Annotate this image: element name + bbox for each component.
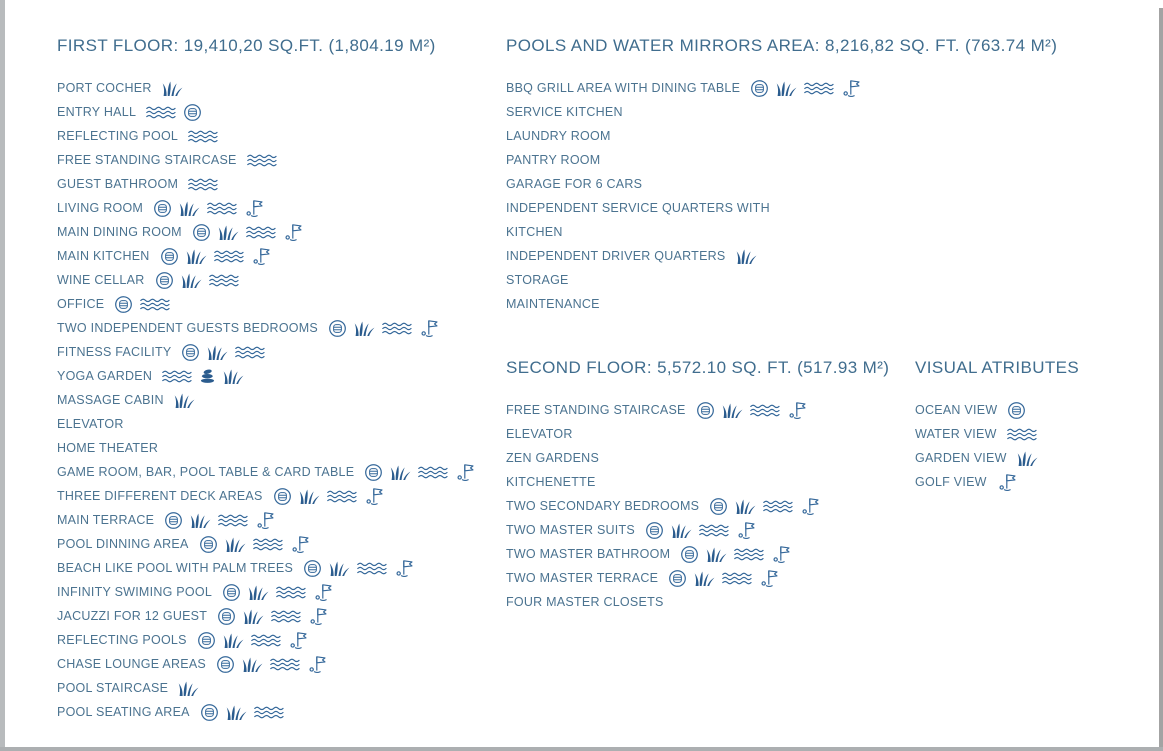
list-item <box>57 700 502 724</box>
garden-view-icon <box>218 225 239 240</box>
water-view-icon <box>271 610 301 623</box>
ocean-view-icon <box>153 199 172 218</box>
water-view-icon <box>699 524 729 537</box>
golf-view-icon <box>455 463 475 482</box>
item-label: GUEST BATHROOM <box>57 177 179 191</box>
second-floor-list <box>506 398 926 614</box>
garden-view-icon <box>390 465 411 480</box>
garden-view-icon <box>329 561 350 576</box>
ocean-view-icon <box>183 103 202 122</box>
garden-view-icon <box>776 81 797 96</box>
golf-view-icon <box>288 631 308 650</box>
garden-view-icon <box>181 273 202 288</box>
item-label: SERVICE KITCHEN <box>506 105 623 119</box>
item-label: PORT COCHER <box>57 81 152 95</box>
item-label: LIVING ROOM <box>57 201 144 215</box>
water-view-icon <box>188 178 218 191</box>
item-label: TWO SECONDARY BEDROOMS <box>506 499 700 513</box>
ocean-view-icon <box>164 511 183 530</box>
visual-attributes-title: VISUAL ATRIBUTES <box>915 358 1080 377</box>
item-label: TWO MASTER TERRACE <box>506 571 659 585</box>
zen-stones-icon <box>199 369 216 383</box>
list-item <box>57 580 502 604</box>
ocean-view-icon <box>199 535 218 554</box>
item-label: BBQ GRILL AREA WITH DINING TABLE <box>506 81 741 95</box>
list-item <box>506 494 926 518</box>
list-item <box>57 340 502 364</box>
water-view-icon <box>162 370 192 383</box>
item-label: INDEPENDENT DRIVER QUARTERS <box>506 249 726 263</box>
ocean-view-icon <box>709 497 728 516</box>
item-label: OFFICE <box>57 297 105 311</box>
list-item <box>506 446 926 470</box>
ocean-view-icon <box>114 295 133 314</box>
item-label: HOME THEATER <box>57 441 159 455</box>
ocean-view-icon <box>160 247 179 266</box>
list-item <box>57 460 502 484</box>
item-label: INFINITY SWIMING POOL <box>57 585 213 599</box>
list-item <box>506 542 926 566</box>
list-item <box>57 628 502 652</box>
item-label: FREE STANDING STAIRCASE <box>57 153 237 167</box>
ocean-view-icon <box>222 583 241 602</box>
pools-area-title: POOLS AND WATER MIRRORS AREA: 8,216,82 SQ. FT. (763.74 M²) <box>506 36 1058 55</box>
water-view-icon <box>270 658 300 671</box>
ocean-view-icon <box>645 521 664 540</box>
water-view-icon <box>1007 428 1037 441</box>
garden-view-icon <box>735 499 756 514</box>
list-item <box>57 532 502 556</box>
garden-view-icon <box>207 345 228 360</box>
ocean-view-icon <box>696 401 715 420</box>
ocean-view-icon <box>680 545 699 564</box>
ocean-view-icon <box>328 319 347 338</box>
garden-view-icon <box>225 537 246 552</box>
ocean-view-icon <box>197 631 216 650</box>
list-item <box>506 172 926 196</box>
golf-view-icon <box>759 569 779 588</box>
garden-view-icon <box>299 489 320 504</box>
golf-view-icon <box>787 401 807 420</box>
list-item <box>506 292 926 316</box>
item-label: MASSAGE CABIN <box>57 393 164 407</box>
item-label: TWO MASTER SUITS <box>506 523 635 537</box>
page-edge-bottom <box>0 747 1163 751</box>
golf-view-icon <box>307 655 327 674</box>
item-label: STORAGE <box>506 273 569 287</box>
golf-view-icon <box>736 521 756 540</box>
list-item <box>57 556 502 580</box>
water-view-icon <box>327 490 357 503</box>
water-view-icon <box>246 226 276 239</box>
water-view-icon <box>247 154 277 167</box>
water-view-icon <box>750 404 780 417</box>
garden-view-icon <box>671 523 692 538</box>
item-label: POOL STAIRCASE <box>57 681 169 695</box>
list-item <box>57 244 502 268</box>
first-floor-list <box>57 76 502 724</box>
water-view-icon <box>207 202 237 215</box>
item-label: TWO INDEPENDENT GUESTS BEDROOMS <box>57 321 319 335</box>
list-item <box>506 196 926 220</box>
golf-view-icon <box>364 487 384 506</box>
water-view-icon <box>357 562 387 575</box>
item-label: OCEAN VIEW <box>915 403 998 417</box>
garden-view-icon <box>736 249 757 264</box>
list-item <box>506 470 926 494</box>
garden-view-icon <box>248 585 269 600</box>
list-item <box>915 470 1155 494</box>
item-label: KITCHENETTE <box>506 475 596 489</box>
list-item <box>506 100 926 124</box>
list-item <box>506 398 926 422</box>
second-floor-title: SECOND FLOOR: 5,572.10 SQ. FT. (517.93 M²) <box>506 358 890 377</box>
ocean-view-icon <box>1007 401 1026 420</box>
item-label: ZEN GARDENS <box>506 451 600 465</box>
garden-view-icon <box>242 657 263 672</box>
item-label: FITNESS FACILITY <box>57 345 172 359</box>
list-item <box>57 316 502 340</box>
golf-view-icon <box>283 223 303 242</box>
list-item <box>57 100 502 124</box>
garden-view-icon <box>1017 451 1038 466</box>
list-item <box>57 604 502 628</box>
list-item <box>506 124 926 148</box>
list-item <box>506 244 926 268</box>
item-label: FREE STANDING STAIRCASE <box>506 403 686 417</box>
water-view-icon <box>209 274 239 287</box>
golf-view-icon <box>251 247 271 266</box>
water-view-icon <box>235 346 265 359</box>
page-edge-left <box>0 0 5 751</box>
list-item <box>57 388 502 412</box>
item-label: MAIN TERRACE <box>57 513 155 527</box>
golf-view-icon <box>308 607 328 626</box>
item-label: INDEPENDENT SERVICE QUARTERS WITH <box>506 201 770 215</box>
item-label: GARAGE FOR 6 CARS <box>506 177 643 191</box>
visual-attributes-legend <box>915 398 1155 494</box>
page-edge-right <box>1159 8 1163 751</box>
list-item <box>506 422 926 446</box>
garden-view-icon <box>706 547 727 562</box>
list-item <box>57 436 502 460</box>
golf-view-icon <box>771 545 791 564</box>
garden-view-icon <box>174 393 195 408</box>
item-label: ELEVATOR <box>57 417 124 431</box>
water-view-icon <box>214 250 244 263</box>
list-item <box>57 76 502 100</box>
water-view-icon <box>418 466 448 479</box>
list-item <box>57 268 502 292</box>
list-item <box>57 172 502 196</box>
item-label: WINE CELLAR <box>57 273 145 287</box>
garden-view-icon <box>354 321 375 336</box>
item-label: CHASE LOUNGE AREAS <box>57 657 206 671</box>
item-label: THREE DIFFERENT DECK AREAS <box>57 489 263 503</box>
garden-view-icon <box>190 513 211 528</box>
item-label: POOL DINNING AREA <box>57 537 189 551</box>
ocean-view-icon <box>155 271 174 290</box>
ocean-view-icon <box>216 655 235 674</box>
list-item <box>506 268 926 292</box>
list-item <box>915 398 1155 422</box>
item-label: GARDEN VIEW <box>915 451 1007 465</box>
ocean-view-icon <box>192 223 211 242</box>
garden-view-icon <box>226 705 247 720</box>
item-label: PANTRY ROOM <box>506 153 601 167</box>
golf-view-icon <box>255 511 275 530</box>
ocean-view-icon <box>200 703 219 722</box>
ocean-view-icon <box>273 487 292 506</box>
water-view-icon <box>804 82 834 95</box>
item-label: BEACH LIKE POOL WITH PALM TREES <box>57 561 294 575</box>
water-view-icon <box>276 586 306 599</box>
list-item <box>506 76 926 100</box>
section-pools-area <box>506 36 1058 316</box>
item-label: MAINTENANCE <box>506 297 600 311</box>
golf-view-icon <box>290 535 310 554</box>
golf-view-icon <box>244 199 264 218</box>
list-item <box>57 124 502 148</box>
item-label: GOLF VIEW <box>915 475 987 489</box>
list-item <box>506 148 926 172</box>
water-view-icon <box>734 548 764 561</box>
garden-view-icon <box>162 81 183 96</box>
golf-view-icon <box>313 583 333 602</box>
garden-view-icon <box>722 403 743 418</box>
item-label: REFLECTING POOL <box>57 129 179 143</box>
section-second-floor <box>506 358 926 614</box>
section-visual-attributes <box>915 358 1155 494</box>
golf-view-icon <box>841 79 861 98</box>
water-view-icon <box>382 322 412 335</box>
ocean-view-icon <box>750 79 769 98</box>
item-label: KITCHEN <box>506 225 563 239</box>
list-item <box>57 148 502 172</box>
item-label: LAUNDRY ROOM <box>506 129 611 143</box>
water-view-icon <box>763 500 793 513</box>
ocean-view-icon <box>303 559 322 578</box>
garden-view-icon <box>186 249 207 264</box>
item-label: REFLECTING POOLS <box>57 633 187 647</box>
list-item <box>57 364 502 388</box>
item-label: ENTRY HALL <box>57 105 137 119</box>
golf-view-icon <box>394 559 414 578</box>
item-label: GAME ROOM, BAR, POOL TABLE & CARD TABLE <box>57 465 355 479</box>
ocean-view-icon <box>364 463 383 482</box>
list-item <box>57 412 502 436</box>
item-label: WATER VIEW <box>915 427 997 441</box>
garden-view-icon <box>178 681 199 696</box>
garden-view-icon <box>694 571 715 586</box>
item-label: TWO MASTER BATHROOM <box>506 547 671 561</box>
golf-view-icon <box>997 473 1017 492</box>
item-label: FOUR MASTER CLOSETS <box>506 595 664 609</box>
item-label: POOL SEATING AREA <box>57 705 190 719</box>
golf-view-icon <box>800 497 820 516</box>
list-item <box>506 518 926 542</box>
pools-area-list <box>506 76 926 316</box>
golf-view-icon <box>419 319 439 338</box>
water-view-icon <box>146 106 176 119</box>
ocean-view-icon <box>181 343 200 362</box>
list-item <box>57 484 502 508</box>
water-view-icon <box>218 514 248 527</box>
item-label: YOGA GARDEN <box>57 369 153 383</box>
list-item <box>57 676 502 700</box>
list-item <box>915 422 1155 446</box>
list-item <box>506 220 926 244</box>
item-label: MAIN DINING ROOM <box>57 225 182 239</box>
list-item <box>506 590 926 614</box>
water-view-icon <box>253 538 283 551</box>
list-item <box>57 508 502 532</box>
water-view-icon <box>251 634 281 647</box>
ocean-view-icon <box>217 607 236 626</box>
water-view-icon <box>188 130 218 143</box>
water-view-icon <box>140 298 170 311</box>
section-first-floor <box>57 36 502 724</box>
list-item <box>915 446 1155 470</box>
first-floor-title: FIRST FLOOR: 19,410,20 SQ.FT. (1,804.19 M²) <box>57 36 436 55</box>
garden-view-icon <box>223 369 244 384</box>
list-item <box>506 566 926 590</box>
garden-view-icon <box>179 201 200 216</box>
garden-view-icon <box>223 633 244 648</box>
garden-view-icon <box>243 609 264 624</box>
water-view-icon <box>722 572 752 585</box>
list-item <box>57 220 502 244</box>
item-label: ELEVATOR <box>506 427 573 441</box>
water-view-icon <box>254 706 284 719</box>
list-item <box>57 292 502 316</box>
item-label: MAIN KITCHEN <box>57 249 150 263</box>
list-item <box>57 196 502 220</box>
item-label: JACUZZI FOR 12 GUEST <box>57 609 208 623</box>
ocean-view-icon <box>668 569 687 588</box>
list-item <box>57 652 502 676</box>
